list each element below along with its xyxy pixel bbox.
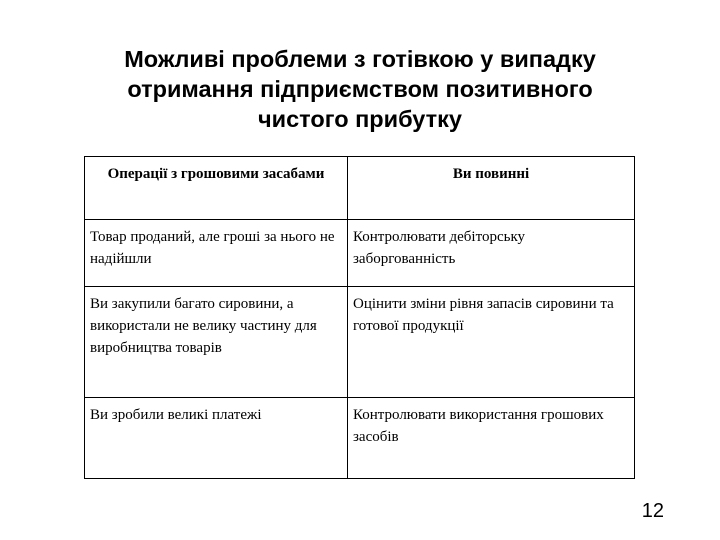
table-row xyxy=(85,220,635,287)
cash-problems-table xyxy=(84,156,635,479)
table-cell-operation: Ви закупили багато сировини, а використали не велику частину для виробництва товарів xyxy=(85,287,348,398)
table-cell-operation: Товар проданий, але гроші за нього не надійшли xyxy=(85,220,348,287)
title-line: чистого прибутку xyxy=(258,106,462,132)
title-line: отримання підприємством позитивного xyxy=(127,76,593,102)
page-number: 12 xyxy=(641,500,664,522)
table-cell-action: Оцінити зміни рівня запасів сировини та готової продукції xyxy=(348,287,635,398)
table-row xyxy=(85,398,635,479)
slide-title xyxy=(60,44,660,134)
table-header-row xyxy=(85,157,635,220)
title-line: Можливі проблеми з готівкою у випадку xyxy=(124,46,596,72)
table-cell-action: Контролювати дебіторську заборгованність xyxy=(348,220,635,287)
column-header-actions: Ви повинні xyxy=(348,157,635,220)
table-row xyxy=(85,287,635,398)
table-cell-action: Контролювати використання грошових засобів xyxy=(348,398,635,479)
table-cell-operation: Ви зробили великі платежі xyxy=(85,398,348,479)
column-header-operations: Операції з грошовими засабами xyxy=(85,157,348,220)
